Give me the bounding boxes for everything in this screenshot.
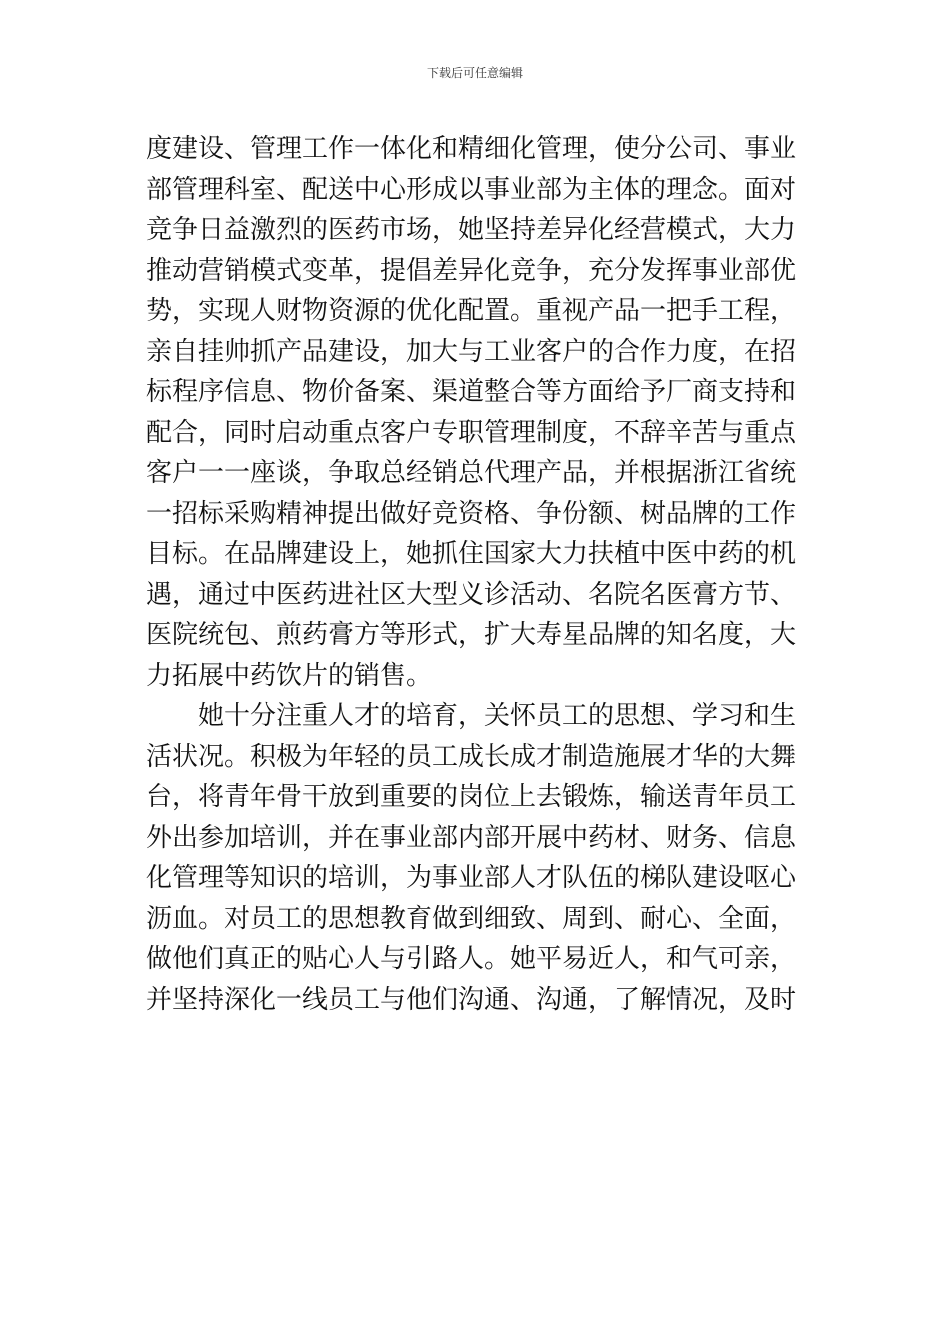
- text-line: 度建设、管理工作一体化和精细化管理，使分公司、事业: [146, 134, 797, 164]
- text-line: 并坚持深化一线员工与他们沟通、沟通，了解情况，及时: [146, 984, 797, 1015]
- text-line: 她十分注重人才的培育，关怀员工的思想、学习和生: [146, 701, 797, 731]
- text-line: 势，实现人财物资源的优化配置。重视产品一把手工程，: [146, 296, 797, 326]
- document-body: [146, 129, 806, 1020]
- text-line: 沥血。对员工的思想教育做到细致、周到、耐心、全面，: [146, 903, 797, 934]
- text-line: 客户一一座谈，争取总经销总代理产品，并根据浙江省统: [146, 458, 797, 488]
- text-line: 部管理科室、配送中心形成以事业部为主体的理念。面对: [146, 174, 797, 205]
- text-line: 一招标采购精神提出做好竞资格、争份额、树品牌的工作: [146, 498, 797, 529]
- text-line: 力拓展中药饮片的销售。: [146, 660, 433, 691]
- paragraph: [146, 696, 806, 1020]
- text-line: 配合，同时启动重点客户专职管理制度，不辞辛苦与重点: [146, 417, 797, 448]
- page-header: 下载后可任意编辑: [426, 66, 523, 80]
- text-line: 活状况。积极为年轻的员工成长成才制造施展才华的大舞: [146, 741, 797, 772]
- paragraph: [146, 129, 806, 696]
- text-line: 做他们真正的贴心人与引路人。她平易近人，和气可亲，: [146, 944, 797, 974]
- text-line: 外出参加培训，并在事业部内部开展中药材、财务、信息: [146, 822, 797, 853]
- text-line: 遇，通过中医药进社区大型义诊活动、名院名医膏方节、: [146, 579, 797, 610]
- text-line: 亲自挂帅抓产品建设，加大与工业客户的合作力度，在招: [146, 336, 797, 367]
- text-line: 化管理等知识的培训，为事业部人才队伍的梯队建设呕心: [146, 863, 797, 893]
- text-line: 推动营销模式变革，提倡差异化竞争，充分发挥事业部优: [146, 255, 797, 286]
- text-line: 竞争日益激烈的医药市场，她坚持差异化经营模式，大力: [146, 215, 797, 245]
- text-line: 医院统包、煎药膏方等形式，扩大寿星品牌的知名度，大: [146, 620, 797, 650]
- text-line: 台，将青年骨干放到重要的岗位上去锻炼，输送青年员工: [146, 782, 797, 812]
- text-line: 标程序信息、物价备案、渠道整合等方面给予厂商支持和: [146, 377, 797, 407]
- text-line: 目标。在品牌建设上，她抓住国家大力扶植中医中药的机: [146, 539, 797, 569]
